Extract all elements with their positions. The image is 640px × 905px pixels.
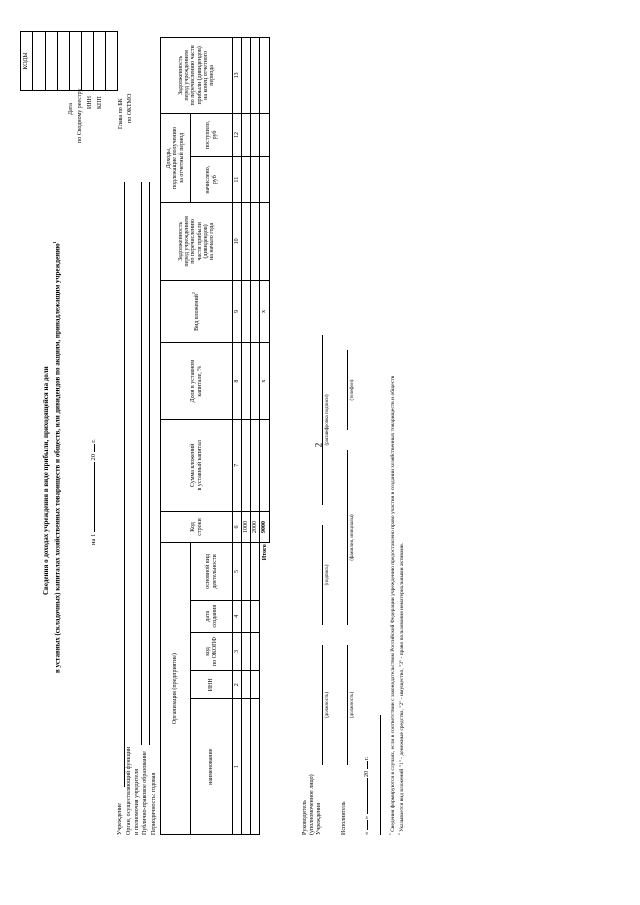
table-cell[interactable] bbox=[242, 671, 251, 699]
table-cell[interactable] bbox=[242, 343, 251, 420]
table-cell[interactable] bbox=[251, 38, 260, 114]
head-label-1: Руководитель bbox=[302, 800, 308, 835]
table-cell[interactable] bbox=[260, 157, 270, 203]
total-code: 9000 bbox=[260, 511, 270, 543]
table-cell[interactable] bbox=[260, 38, 270, 114]
name-caption: (расшифровка подписи) bbox=[325, 394, 330, 446]
code-cell[interactable] bbox=[82, 32, 94, 91]
col-name-header: наименование bbox=[191, 699, 233, 835]
code-cell[interactable] bbox=[46, 32, 58, 91]
head-label-2: (уполномоченное лицо) bbox=[309, 774, 315, 835]
sign-date: « » 20 г. bbox=[364, 756, 370, 835]
col-sum-header: Сумма вложений в уставный капитал bbox=[161, 419, 233, 511]
total-row bbox=[260, 38, 270, 835]
codes-inn-label: ИНН bbox=[87, 96, 93, 109]
table-cell[interactable] bbox=[242, 280, 251, 343]
table-cell[interactable] bbox=[242, 203, 251, 280]
table-cell[interactable] bbox=[251, 632, 260, 670]
table-cell[interactable] bbox=[251, 671, 260, 699]
col-number: 5 bbox=[233, 543, 242, 600]
col-okopf-header: код по ОКОПФ bbox=[191, 632, 233, 670]
signature-caption: (подпись) bbox=[325, 564, 330, 586]
executor-label: Исполнитель bbox=[341, 801, 347, 835]
table-cell[interactable] bbox=[242, 419, 251, 511]
position-caption: (должность) bbox=[325, 691, 330, 719]
col-number: 2 bbox=[233, 671, 242, 699]
table-cell[interactable] bbox=[242, 157, 251, 203]
org-group-header: Организация (предприятие) bbox=[161, 543, 191, 835]
col-date-header: дата создания bbox=[191, 600, 233, 632]
codes-kpp-label: КПП bbox=[97, 96, 103, 109]
institution-label: Учреждение bbox=[117, 803, 123, 835]
col-number: 12 bbox=[233, 113, 242, 156]
codes-registry-label: по Сводному реестру bbox=[77, 88, 83, 143]
col-income-group-header: Доходы, подлежащие получению за отчетный период bbox=[161, 113, 191, 202]
col-number: 6 bbox=[233, 511, 242, 543]
code-cell[interactable] bbox=[33, 32, 46, 91]
col-debt-begin-header: Задолженность перед учреждением по перечислению части прибыли (дивидендов) на начало года bbox=[161, 203, 233, 280]
table-cell[interactable] bbox=[260, 113, 270, 156]
column-numbers-row bbox=[233, 38, 242, 835]
table-cell[interactable] bbox=[242, 699, 251, 835]
table-cell[interactable] bbox=[251, 343, 260, 420]
col-debt-end-header: Задолженность перед учреждением по перечислению части прибыли (дивидендов) на конец отчетного периода bbox=[161, 38, 233, 114]
col-number: 13 bbox=[233, 38, 242, 114]
main-table bbox=[160, 37, 270, 835]
title-line-1: Сведения о доходах учреждения в виде прибыли, приходящейся на доли bbox=[42, 366, 50, 595]
table-cell[interactable] bbox=[251, 203, 260, 280]
period-label: Периодичность: годовая bbox=[151, 772, 157, 835]
code-cell[interactable] bbox=[94, 32, 106, 91]
organ-label-1: Орган, осуществляющий функции bbox=[126, 746, 132, 835]
table-row bbox=[251, 38, 260, 835]
table-cell[interactable] bbox=[251, 419, 260, 511]
table-cell[interactable] bbox=[242, 543, 251, 600]
organ-label-2: и полномочия учредителя bbox=[134, 769, 140, 835]
col-activity-header: основной вид деятельности bbox=[191, 543, 233, 600]
table-cell[interactable] bbox=[242, 38, 251, 114]
table-cell[interactable] bbox=[260, 203, 270, 280]
col-number: 4 bbox=[233, 600, 242, 632]
col-code-header: Код строки bbox=[161, 511, 233, 543]
title-line-2: в уставных (складочных) капиталах хозяйственных товариществ и обществ, или дивидендов по акциям, принадлежащим учреждению$^1$ bbox=[52, 241, 62, 673]
phone-caption: (телефон) bbox=[350, 379, 355, 401]
table-cell[interactable] bbox=[251, 113, 260, 156]
row-code: 2000 bbox=[251, 511, 260, 543]
col-number: 7 bbox=[233, 419, 242, 511]
col-type-header: Вид вложений$^2$ bbox=[161, 280, 233, 343]
x-mark: x bbox=[260, 343, 270, 420]
table-cell[interactable] bbox=[260, 419, 270, 511]
col-number: 1 bbox=[233, 699, 242, 835]
table-cell[interactable] bbox=[251, 699, 260, 835]
table-cell[interactable] bbox=[242, 113, 251, 156]
code-cell[interactable] bbox=[70, 32, 82, 91]
table-cell[interactable] bbox=[251, 280, 260, 343]
codes-title: КОДЫ bbox=[21, 32, 33, 91]
footnote-1: $^1$ Сведения формируются в случаях, если в соответствии с законодательством Российской Федерации учреждению предоставлено право участия в создании хозяйственных товариществ и обществ bbox=[388, 375, 396, 835]
municipal-label: Публично-правовое образование bbox=[142, 751, 148, 835]
table-row bbox=[242, 38, 251, 835]
footnote-2: $^2$ Указывается вид вложений "1" - денежные средства, "2" - имущество, "3" - право пользования нематериальными активами. bbox=[397, 542, 405, 835]
codes-glava-label: Глава по БК bbox=[118, 98, 124, 129]
col-number: 3 bbox=[233, 632, 242, 670]
code-cell[interactable] bbox=[106, 32, 118, 91]
table-cell[interactable] bbox=[251, 543, 260, 600]
x-mark: x bbox=[260, 280, 270, 343]
col-number: 9 bbox=[233, 280, 242, 343]
col-accrued-header: начислено, руб bbox=[191, 157, 233, 203]
codes-oktmo-label: по ОКТМО bbox=[127, 93, 133, 123]
head-label-3: Учреждения bbox=[316, 803, 322, 835]
col-received-header: поступило, руб bbox=[191, 113, 233, 156]
col-share-header: Доля в уставном капитале, % bbox=[161, 343, 233, 420]
col-number: 10 bbox=[233, 203, 242, 280]
total-label: Итого bbox=[260, 543, 270, 835]
page-number: 2 bbox=[313, 442, 324, 448]
exec-position-caption: (должность) bbox=[350, 691, 355, 719]
exec-name-caption: (фамилия, инициалы) bbox=[350, 514, 355, 561]
table-cell[interactable] bbox=[242, 600, 251, 632]
table-cell[interactable] bbox=[251, 600, 260, 632]
col-number: 11 bbox=[233, 157, 242, 203]
row-code: 1000 bbox=[242, 511, 251, 543]
codes-table bbox=[20, 31, 118, 91]
col-number: 8 bbox=[233, 343, 242, 420]
codes-date-label: Дата bbox=[68, 103, 74, 115]
table-cell[interactable] bbox=[242, 632, 251, 670]
table-cell[interactable] bbox=[251, 157, 260, 203]
code-cell[interactable] bbox=[58, 32, 70, 91]
col-inn-header: ИНН bbox=[191, 671, 233, 699]
report-date: на 1 20 г. bbox=[90, 439, 97, 545]
